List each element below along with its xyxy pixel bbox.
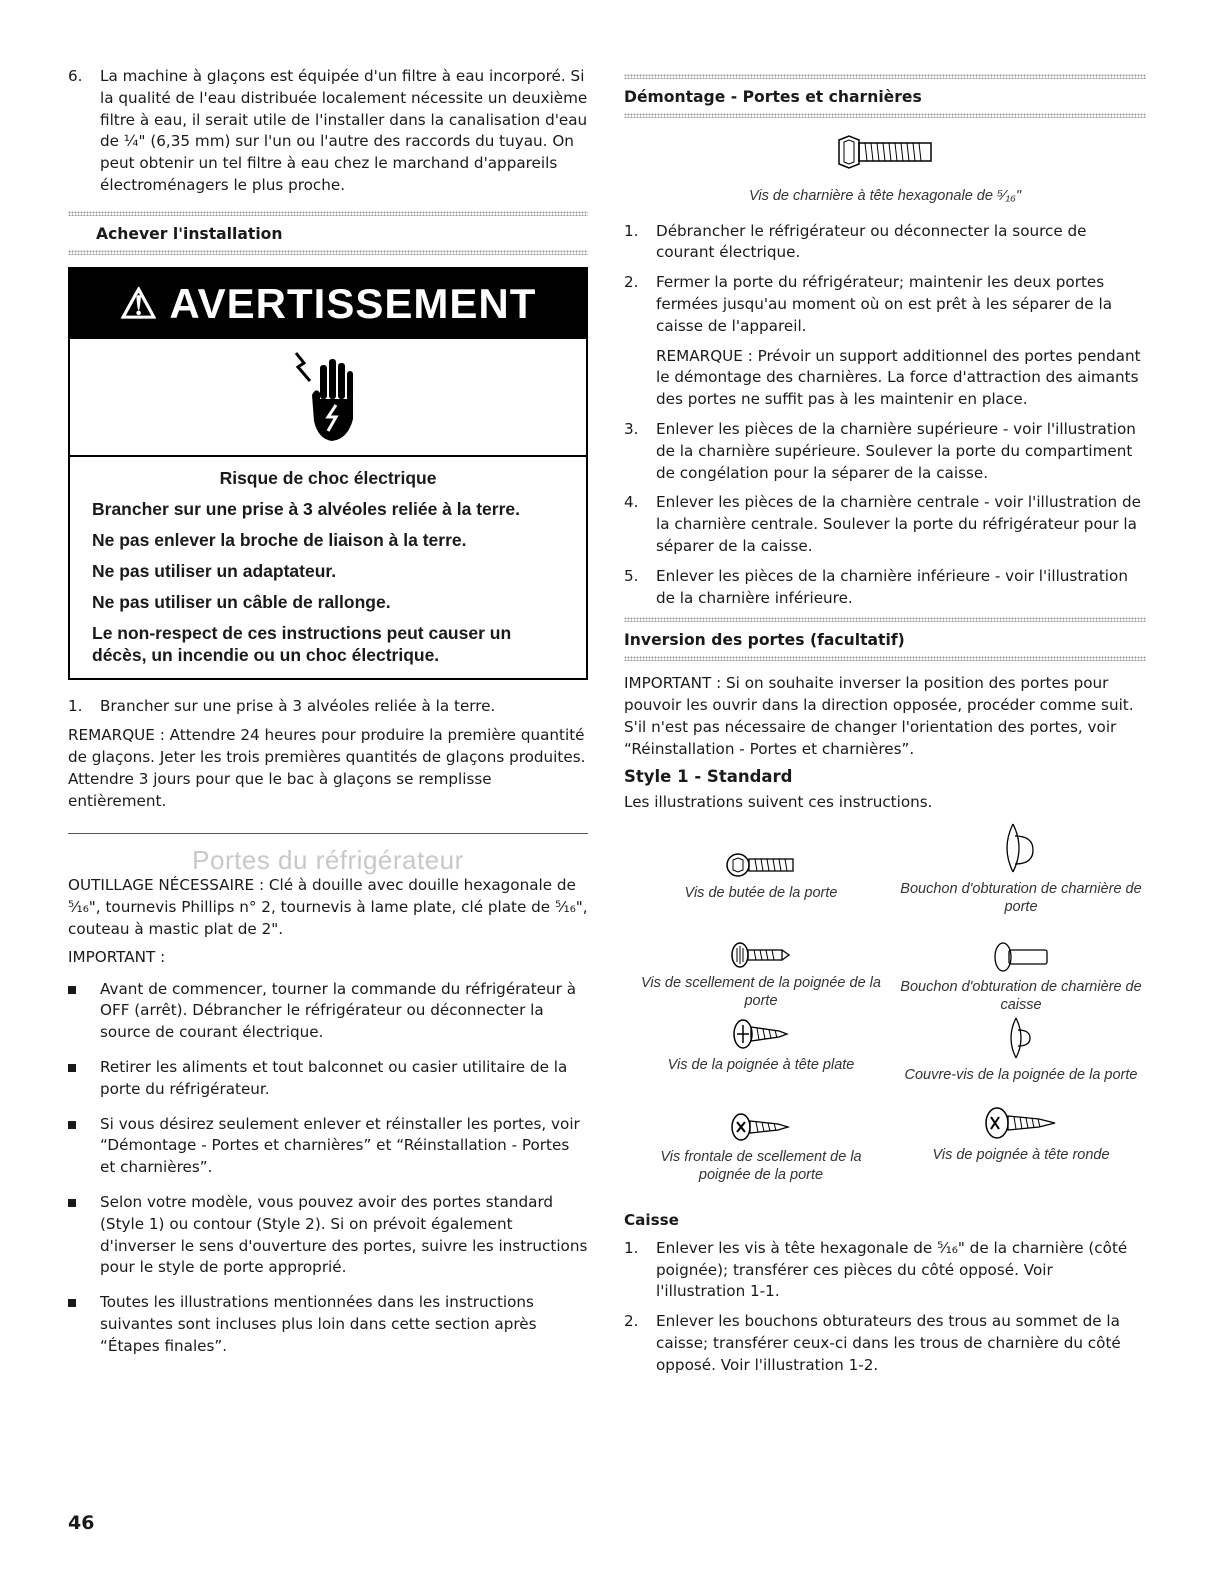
hardware-grid: [624, 820, 1146, 1200]
warning-risk: Risque de choc électrique: [219, 467, 437, 488]
list-item: [624, 1311, 1146, 1376]
list-item: [68, 696, 588, 718]
item-text: Fermer la porte du réfrigérateur; maintenir les deux portes fermées jusqu'au moment où on est prêt à les séparer de la caisse de l'appareil.: [656, 273, 1112, 335]
hardware-caption: Bouchon d'obturation de charnière de caisse: [900, 978, 1142, 1013]
hardware-caption: Couvre-vis de la poignée de la porte: [904, 1066, 1138, 1083]
item-text: Brancher sur une prise à 3 alvéoles reliée à la terre.: [100, 696, 496, 715]
hardware-item: [896, 1014, 1146, 1084]
section-rule: [68, 833, 588, 834]
left-column: [68, 66, 588, 1371]
item-number: 1.: [624, 1238, 639, 1257]
hardware-item: [896, 820, 1146, 916]
section-heading-removal: Démontage - Portes et charnières: [624, 88, 922, 106]
item-number: 2.: [624, 1312, 639, 1331]
hinge-screw-caption: Vis de charnière à tête hexagonale de ⁵⁄₁₆": [748, 187, 1022, 204]
section-heading-finish: Achever l'installation: [96, 224, 283, 243]
door-hinge-hole-plug-icon: [999, 820, 1043, 876]
reverse-important: IMPORTANT : Si on souhaite inverser la position des portes pour pouvoir les ouvrir dans la direction opposée, procéder comme suit. S'il n'est pas nécessaire de changer l'orientation des portes, voir “Réinstallation - Portes et charnières”.: [624, 674, 1134, 758]
hinge-screw-figure: [624, 134, 1146, 205]
handle-setscrew-icon: [729, 940, 793, 970]
list-item: [624, 566, 1146, 610]
warning-text: [70, 457, 586, 678]
warning-line: Ne pas enlever la broche de liaison à la terre.: [92, 529, 467, 550]
item-number: 4.: [624, 493, 639, 512]
warning-title: ⚠ AVERTISSEMENT: [70, 269, 586, 339]
section-heading-reverse: Inversion des portes (facultatif): [624, 631, 905, 650]
important-label: IMPORTANT :: [68, 947, 166, 966]
style1-heading: Style 1 - Standard: [624, 767, 793, 787]
hardware-item: [896, 1104, 1146, 1164]
hardware-item: [636, 1110, 886, 1184]
hardware-item: [636, 1016, 886, 1074]
bullet-square-icon: [68, 1064, 76, 1072]
warning-line: Brancher sur une prise à 3 alvéoles reliée à la terre.: [92, 498, 521, 519]
tools-needed: OUTILLAGE NÉCESSAIRE : Clé à douille avec douille hexagonale de ⁵⁄₁₆", tournevis Phillips n° 2, tournevis à lame plate, clé plate de ⁵⁄₁₆", couteau à mastic plat de 2".: [68, 876, 588, 938]
item-number: 5.: [624, 566, 639, 585]
cabinet-heading: Caisse: [624, 1210, 679, 1229]
section-divider: [68, 250, 588, 255]
warning-line: Ne pas utiliser un adaptateur.: [92, 560, 337, 581]
list-item: [624, 346, 1146, 411]
warning-line: Le non-respect de ces instructions peut causer un décès, un incendie ou un choc électrique.: [92, 622, 512, 665]
item-text: La machine à glaçons est équipée d'un filtre à eau incorporé. Si la qualité de l'eau distribuée localement nécessite un deuxième filtre à eau, il serait utile de l'installer dans la canalisation d'eau de ¼" (6,35 mm) sur l'un ou l'autre des raccords du tuyau. On peut obtenir un tel filtre à eau chez le marchand d'appareils électroménagers le plus proche.: [100, 67, 588, 194]
item-text: Enlever les pièces de la charnière supérieure - voir l'illustration de la charnière supérieure. Soulever la porte du compartiment de congélation pour la séparer de la caisse.: [656, 419, 1136, 482]
hardware-caption: Vis frontale de scellement de la poignée de la porte: [660, 1148, 862, 1183]
bullet-item: [68, 979, 588, 1044]
list-item: [624, 221, 1146, 265]
round-head-handle-screw-icon: [983, 1104, 1059, 1142]
list-item: [624, 419, 1146, 484]
bullet-text: Avant de commencer, tourner la commande du réfrigérateur à OFF (arrêt). Débrancher le réfrigérateur ou déconnecter la source de courant électrique.: [100, 979, 577, 1042]
remark: REMARQUE : Attendre 24 heures pour produire la première quantité de glaçons. Jeter les trois premières quantités de glaçons produites. Attendre 3 jours pour que le bac à glaçons se remplisse entièrement.: [68, 726, 586, 810]
item-text: Enlever les pièces de la charnière inférieure - voir l'illustration de la charnière inférieure.: [656, 566, 1128, 607]
hardware-caption: Vis de butée de la porte: [684, 884, 838, 901]
page-number: 46: [68, 1512, 95, 1534]
cabinet-hinge-hole-plug-icon: [989, 940, 1053, 974]
hardware-item: [896, 940, 1146, 1014]
list-item: [624, 492, 1146, 557]
front-setscrew-icon: [728, 1110, 794, 1144]
item-text: Enlever les bouchons obturateurs des trous au sommet de la caisse; transférer ceux-ci dans les trous de charnière du côté opposé. Voir l'illustration 1-2.: [656, 1312, 1121, 1374]
list-item: [68, 66, 588, 197]
right-column: [624, 74, 1146, 1385]
item-number: 6.: [68, 67, 83, 85]
section-divider: [624, 656, 1146, 661]
bullet-item: [68, 1192, 588, 1279]
bullet-square-icon: [68, 986, 76, 994]
warning-box: [68, 267, 588, 680]
bullet-item: [68, 1292, 588, 1357]
bullet-square-icon: [68, 1299, 76, 1307]
item-number: 2.: [624, 273, 639, 292]
bullet-text: Si vous désirez seulement enlever et réinstaller les portes, voir “Démontage - Portes et charnières” et “Réinstallation - Portes et charnières”.: [100, 1114, 580, 1177]
electric-shock-hand-icon: [292, 347, 362, 447]
hex-head-hinge-screw-icon: [835, 134, 935, 170]
item-text: REMARQUE : Prévoir un support additionnel des portes pendant le démontage des charnières. La force d'attraction des aimants des portes ne suffit pas à les maintenir en place.: [656, 346, 1141, 409]
hardware-item: [636, 940, 886, 1010]
hardware-caption: Vis de la poignée à tête plate: [667, 1056, 855, 1073]
removal-steps: [624, 221, 1146, 610]
list-item: [624, 272, 1146, 337]
bullet-item: [68, 1057, 588, 1101]
hardware-caption: Bouchon d'obturation de charnière de porte: [900, 880, 1142, 915]
item-text: Enlever les vis à tête hexagonale de ⁵⁄₁₆" de la charnière (côté poignée); transférer ces pièces du côté opposé. Voir l'illustration 1-1.: [656, 1238, 1128, 1301]
bullet-square-icon: [68, 1121, 76, 1129]
bullet-text: Selon votre modèle, vous pouvez avoir des portes standard (Style 1) ou contour (Style 2). Si on prévoit également d'inverser le sens d'ouverture des portes, suivre les instructions pour le style de porte approprié.: [100, 1192, 588, 1277]
warning-line: Ne pas utiliser un câble de rallonge.: [92, 591, 391, 612]
style1-note: Les illustrations suivent ces instructions.: [624, 793, 933, 812]
item-text: Enlever les pièces de la charnière centrale - voir l'illustration de la charnière centrale. Soulever la porte du réfrigérateur pour la séparer de la caisse.: [656, 493, 1141, 555]
section-title-doors: Portes du réfrigérateur: [192, 844, 464, 875]
flat-head-handle-screw-icon: [729, 1016, 793, 1052]
section-divider: [624, 113, 1146, 118]
item-number: 3.: [624, 419, 639, 438]
handle-screw-cover-icon: [1006, 1014, 1036, 1062]
bullet-square-icon: [68, 1199, 76, 1207]
item-number: 1.: [68, 696, 83, 715]
bullet-text: Toutes les illustrations mentionnées dans les instructions suivantes sont incluses plus loin dans cette section après “Étapes finales”.: [100, 1293, 537, 1355]
door-stop-screw-icon: [725, 850, 797, 880]
hardware-caption: Vis de poignée à tête ronde: [932, 1146, 1110, 1163]
warning-icon-area: [70, 339, 586, 457]
bullet-text: Retirer les aliments et tout balconnet ou casier utilitaire de la porte du réfrigérateur.: [100, 1057, 568, 1098]
bullet-item: [68, 1114, 588, 1179]
hardware-item: [636, 850, 886, 902]
hardware-caption: Vis de scellement de la poignée de la porte: [641, 974, 881, 1009]
list-item: [624, 1238, 1146, 1303]
item-number: 1.: [624, 221, 639, 240]
item-text: Débrancher le réfrigérateur ou déconnecter la source de courant électrique.: [656, 221, 1087, 262]
